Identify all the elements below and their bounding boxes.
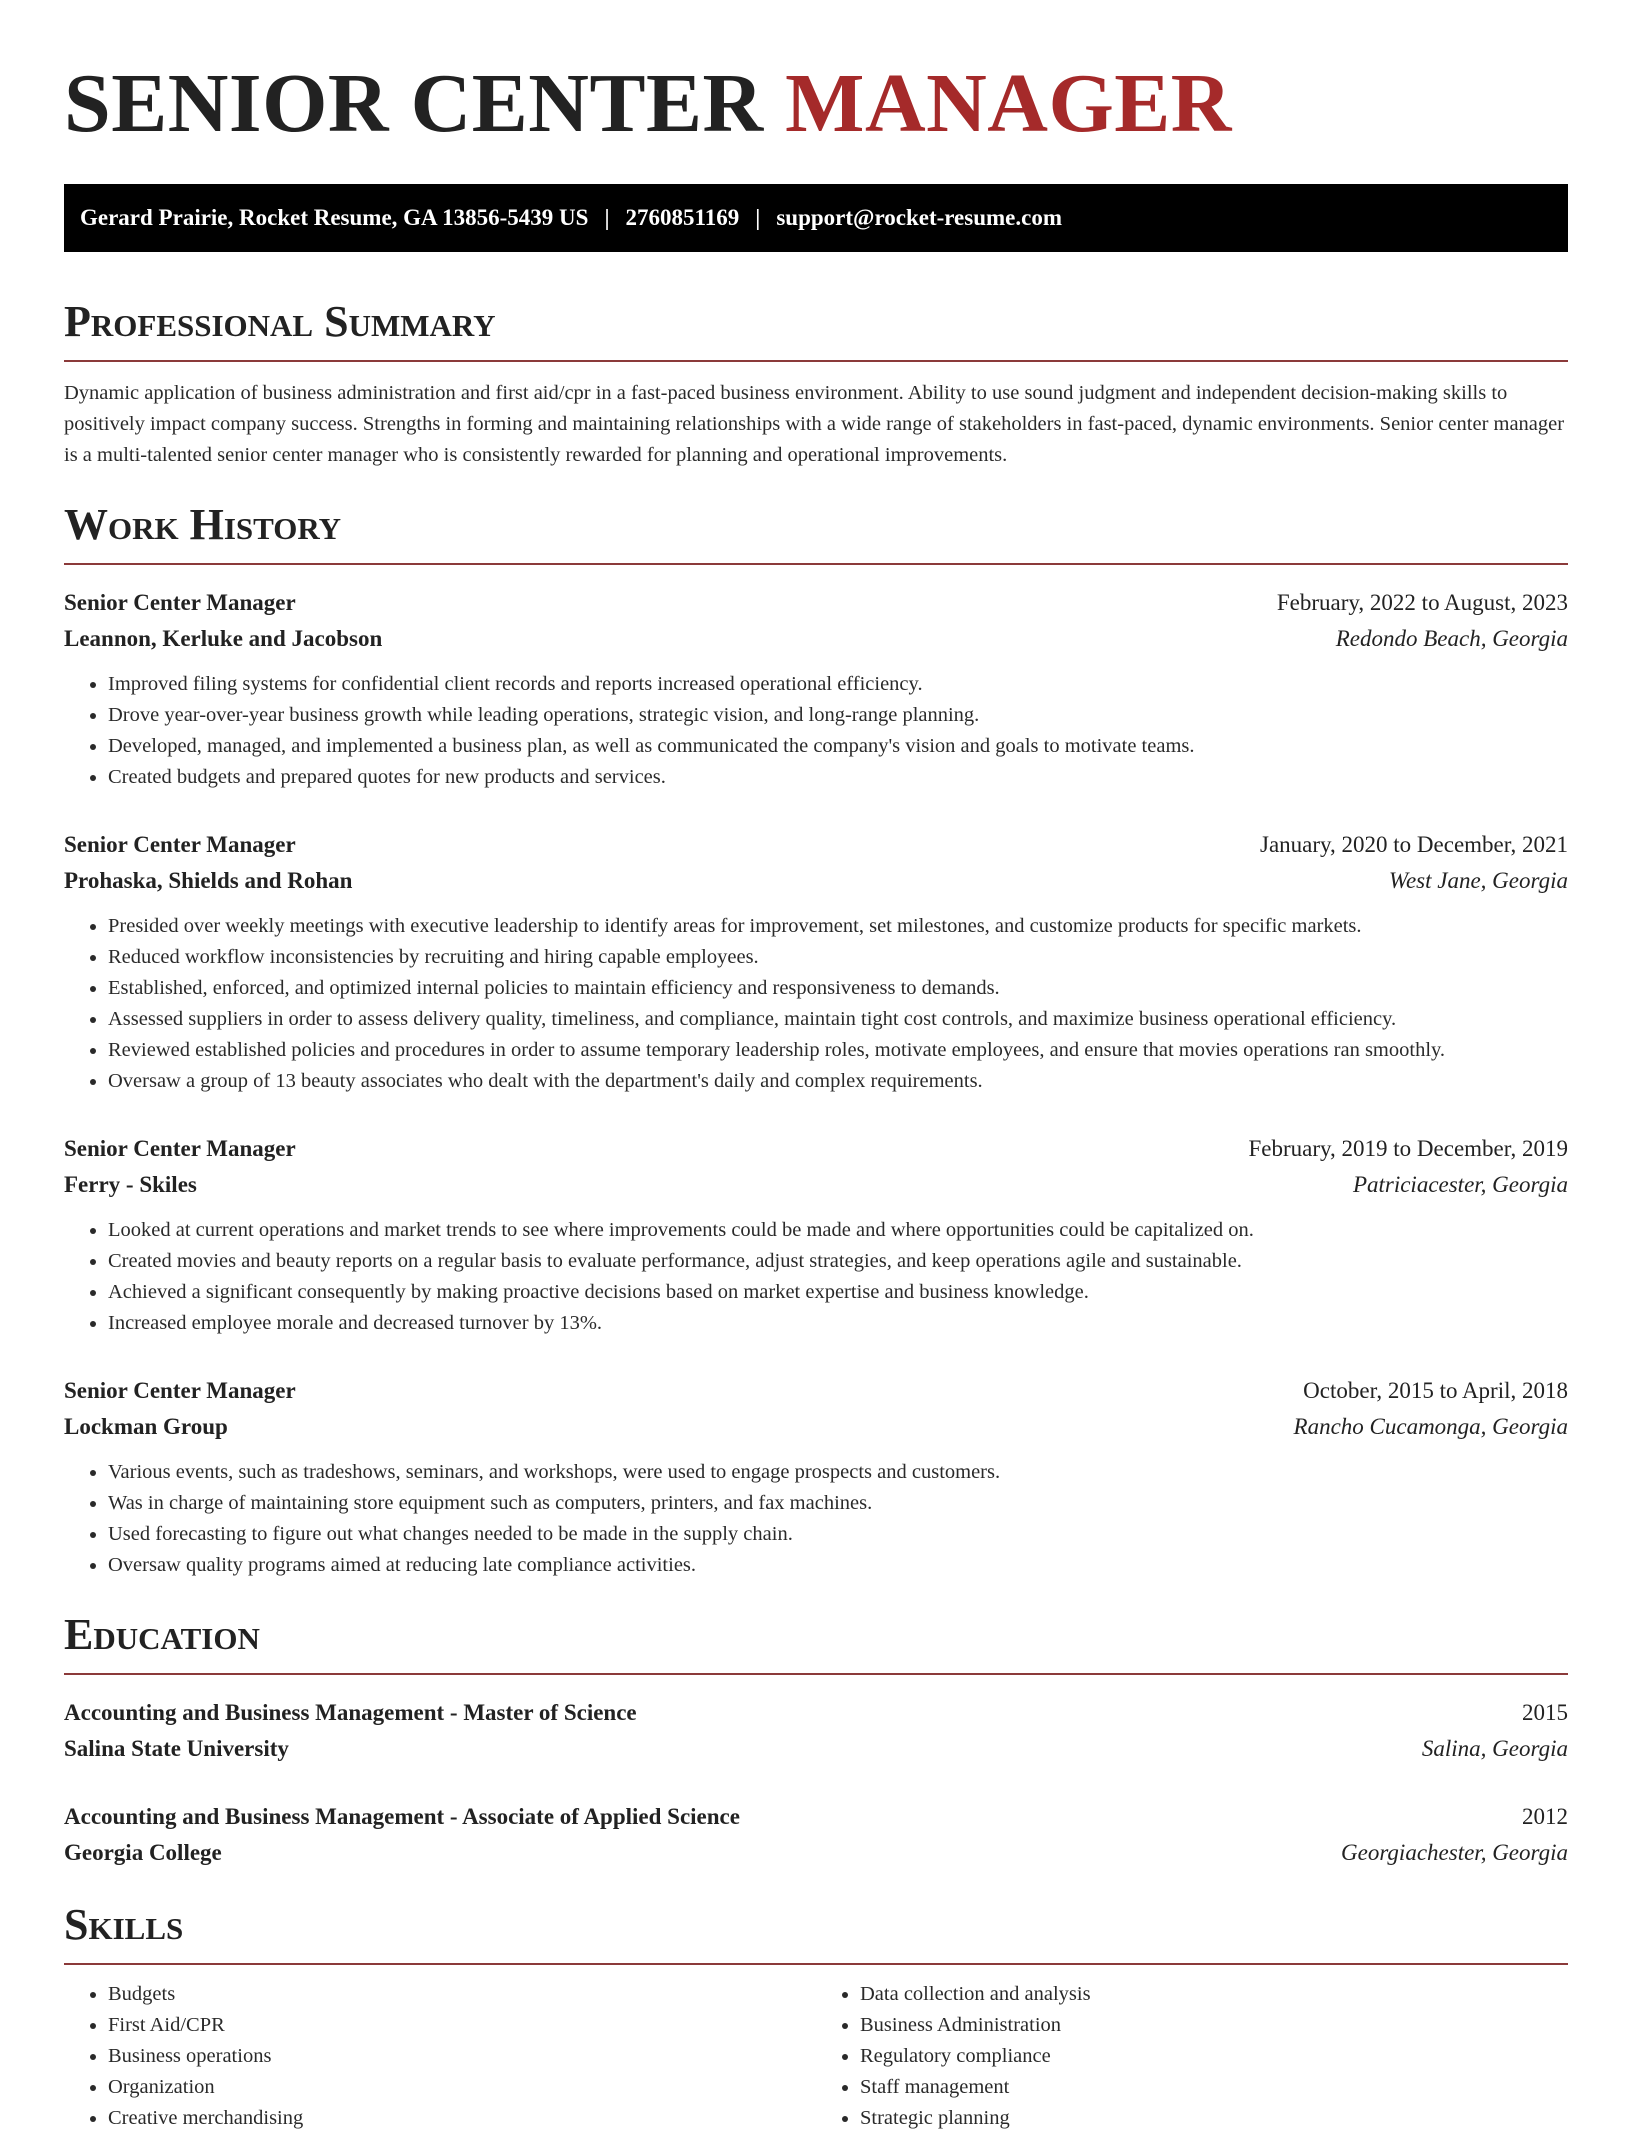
job-bullet: • Assessed suppliers in order to assess delivery quality, timeliness, and compliance, maintain tight cost controls, and maximize business operational efficiency. <box>108 1004 1568 1035</box>
education-degree: Accounting and Business Management - Master of Science <box>64 1700 637 1725</box>
job-bullets <box>64 1457 1568 1581</box>
education-location: Salina, Georgia <box>1421 1736 1568 1761</box>
job-dates: February, 2022 to August, 2023 <box>1276 590 1568 615</box>
skill-item: • First Aid/CPR <box>108 2010 816 2041</box>
education-school: Salina State University <box>64 1736 289 1761</box>
title-part-1: SENIOR CENTER <box>64 57 764 150</box>
job-bullet: • Presided over weekly meetings with executive leadership to identify areas for improvement, set milestones, and customize products for specific markets. <box>108 911 1568 942</box>
job-location: West Jane, Georgia <box>1388 868 1568 893</box>
job-company: Leannon, Kerluke and Jacobson <box>64 626 383 651</box>
job-bullet: • Was in charge of maintaining store equipment such as computers, printers, and fax machines. <box>108 1488 1568 1519</box>
summary-heading: Professional Summary <box>64 296 1568 362</box>
skill-item: • Strategic planning <box>860 2103 1568 2134</box>
summary-section <box>64 296 1568 471</box>
job-bullet: • Created budgets and prepared quotes for new products and services. <box>108 762 1568 793</box>
job-bullet: • Oversaw quality programs aimed at reducing late compliance activities. <box>108 1550 1568 1581</box>
job-bullet: • Increased employee morale and decreased turnover by 13%. <box>108 1308 1568 1339</box>
education-section <box>64 1609 1568 1871</box>
education-entry <box>64 1799 1568 1871</box>
education-year: 2012 <box>1522 1804 1568 1829</box>
skill-item: • Budgets <box>108 1979 816 2010</box>
job-bullet: • Achieved a significant consequently by making proactive decisions based on market expertise and business knowledge. <box>108 1277 1568 1308</box>
job-title: Senior Center Manager <box>64 1136 296 1161</box>
job-dates: February, 2019 to December, 2019 <box>1248 1136 1568 1161</box>
resume-title <box>64 56 1568 152</box>
contact-email: support@rocket-resume.com <box>776 205 1062 230</box>
job-bullet: • Established, enforced, and optimized internal policies to maintain efficiency and responsiveness to demands. <box>108 973 1568 1004</box>
contact-address: Gerard Prairie, Rocket Resume, GA 13856-5439 US <box>80 205 589 230</box>
job-bullets <box>64 911 1568 1097</box>
skills-list-right <box>816 1979 1568 2134</box>
job-dates: October, 2015 to April, 2018 <box>1303 1378 1568 1403</box>
contact-separator: | <box>604 205 610 230</box>
skill-item: • Organization <box>108 2072 816 2103</box>
summary-text: Dynamic application of business administration and first aid/cpr in a fast-paced business environment. Ability to use sound judgment and independent decision-making skills to positively impact company success. Strengths in forming and maintaining relationships with a wide range of stakeholders in fast-paced, dynamic environments. Senior center manager is a multi-talented senior center manager who is consistently rewarded for planning and operational improvements. <box>64 382 1565 466</box>
skills-heading: Skills <box>64 1899 1568 1965</box>
skill-item: • Business Administration <box>860 2010 1568 2041</box>
skill-item: • Creative merchandising <box>108 2103 816 2134</box>
job-title: Senior Center Manager <box>64 590 296 615</box>
skills-list-left <box>64 1979 816 2134</box>
work-history-section <box>64 499 1568 1581</box>
job-bullet: • Improved filing systems for confidential client records and reports increased operational efficiency. <box>108 669 1568 700</box>
skills-columns <box>64 1979 1568 2134</box>
job-bullet: • Used forecasting to figure out what changes needed to be made in the supply chain. <box>108 1519 1568 1550</box>
education-degree: Accounting and Business Management - Associate of Applied Science <box>64 1804 740 1829</box>
contact-phone: 2760851169 <box>625 205 740 230</box>
education-heading: Education <box>64 1609 1568 1675</box>
job-entry <box>64 1373 1568 1581</box>
education-school: Georgia College <box>64 1840 222 1865</box>
job-bullet: • Various events, such as tradeshows, seminars, and workshops, were used to engage prospects and customers. <box>108 1457 1568 1488</box>
contact-separator: | <box>755 205 761 230</box>
job-company: Prohaska, Shields and Rohan <box>64 868 353 893</box>
job-location: Rancho Cucamonga, Georgia <box>1293 1414 1568 1439</box>
education-year: 2015 <box>1522 1700 1568 1725</box>
job-bullet: • Developed, managed, and implemented a business plan, as well as communicated the company's vision and goals to motivate teams. <box>108 731 1568 762</box>
job-bullets <box>64 669 1568 793</box>
skill-item: • Data collection and analysis <box>860 1979 1568 2010</box>
job-bullet: • Drove year-over-year business growth while leading operations, strategic vision, and long-range planning. <box>108 700 1568 731</box>
education-entry <box>64 1695 1568 1767</box>
job-bullets <box>64 1215 1568 1339</box>
job-entry <box>64 827 1568 1097</box>
contact-bar <box>64 184 1568 252</box>
job-company: Lockman Group <box>64 1414 228 1439</box>
job-location: Redondo Beach, Georgia <box>1335 626 1568 651</box>
job-entry <box>64 585 1568 793</box>
job-dates: January, 2020 to December, 2021 <box>1260 832 1568 857</box>
job-location: Patriciacester, Georgia <box>1352 1172 1568 1197</box>
job-bullet: • Oversaw a group of 13 beauty associates who dealt with the department's daily and complex requirements. <box>108 1066 1568 1097</box>
education-location: Georgiachester, Georgia <box>1341 1840 1568 1865</box>
job-company: Ferry - Skiles <box>64 1172 197 1197</box>
job-title: Senior Center Manager <box>64 1378 296 1403</box>
skill-item: • Staff management <box>860 2072 1568 2103</box>
job-entry <box>64 1131 1568 1339</box>
job-title: Senior Center Manager <box>64 832 296 857</box>
job-bullet: • Reviewed established policies and procedures in order to assume temporary leadership roles, motivate employees, and ensure that movies operations ran smoothly. <box>108 1035 1568 1066</box>
job-bullet: • Looked at current operations and market trends to see where improvements could be made and where opportunities could be capitalized on. <box>108 1215 1568 1246</box>
title-part-2: MANAGER <box>785 57 1232 150</box>
skill-item: • Regulatory compliance <box>860 2041 1568 2072</box>
job-bullet: • Created movies and beauty reports on a regular basis to evaluate performance, adjust strategies, and keep operations agile and sustainable. <box>108 1246 1568 1277</box>
skills-section <box>64 1899 1568 2134</box>
work-history-heading: Work History <box>64 499 1568 565</box>
job-bullet: • Reduced workflow inconsistencies by recruiting and hiring capable employees. <box>108 942 1568 973</box>
skill-item: • Business operations <box>108 2041 816 2072</box>
